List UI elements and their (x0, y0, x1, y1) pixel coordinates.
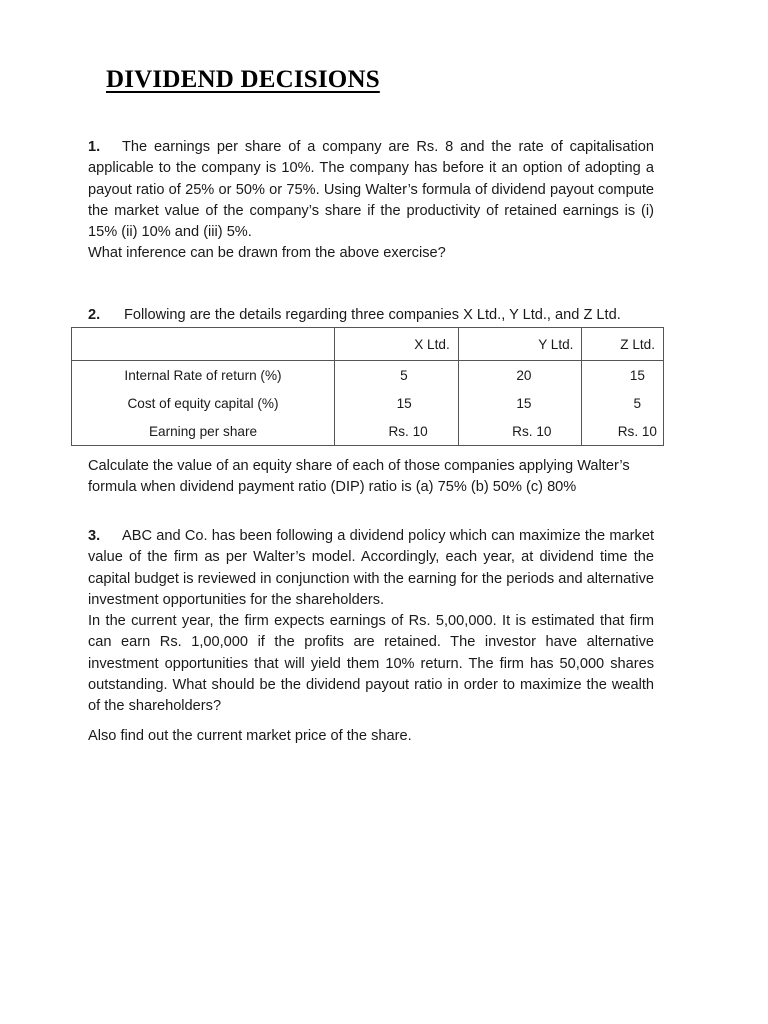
question-2-number: 2. (88, 307, 101, 323)
table-row-label: Cost of equity capital (%) (72, 389, 335, 417)
table-cell-x: 15 (335, 389, 459, 417)
page-title: DIVIDEND DECISIONS (106, 66, 380, 93)
question-1-number: 1. (88, 139, 101, 155)
table-row (72, 361, 664, 390)
question-2-task (88, 456, 656, 499)
table-header-x: X Ltd. (335, 328, 459, 361)
table-header-z: Z Ltd. (582, 328, 664, 361)
question-1 (88, 137, 654, 265)
table-row-label: Internal Rate of return (%) (72, 361, 335, 390)
table-cell-x: 5 (335, 361, 459, 390)
table-row (72, 417, 664, 446)
table-cell-y: 20 (458, 361, 582, 390)
company-details-table (71, 327, 664, 446)
question-2-task-text: Calculate the value of an equity share of each of those companies applying Walter’s formula when dividend payment ratio (DIP) ratio is (a) 75% (b) 50% (c) 80% (88, 458, 630, 496)
table-header-y: Y Ltd. (458, 328, 582, 361)
question-3 (88, 526, 654, 718)
table-header-blank (72, 328, 335, 361)
question-2-intro: 2. Following are the details regarding three companies X Ltd., Y Ltd., and Z Ltd. (88, 305, 621, 326)
table-cell-z: Rs. 10 (582, 417, 664, 446)
table-row (72, 389, 664, 417)
question-1-followup: What inference can be drawn from the above exercise? (88, 245, 446, 262)
table-cell-z: 5 (582, 389, 664, 417)
table-cell-y: 15 (458, 389, 582, 417)
table-row-label: Earning per share (72, 417, 335, 446)
table-cell-x: Rs. 10 (335, 417, 459, 446)
table-cell-z: 15 (582, 361, 664, 390)
question-3-para-3: Also find out the current market price of the share. (88, 728, 412, 744)
question-3-para-2: In the current year, the firm expects earnings of Rs. 5,00,000. It is estimated that firm can earn Rs. 1,00,000 if the profits are retained. The investor have alternative investment opportunities that will yield them 10% return. The firm has 50,000 shares outstanding. What should be the dividend payout ratio in order to maximize the wealth of the shareholders? (88, 613, 654, 715)
question-3-number: 3. (88, 528, 101, 544)
question-1-text: 1. The earnings per share of a company are Rs. 8 and the rate of capitalisation applicable to the company is 10%. The company has before it an option of adopting a payout ratio of 25% or 50% or 75%. Using Walter’s formula of dividend payout compute the market value of the company’s share if the productivity of retained earnings is (i) 15% (ii) 10% and (iii) 5%. (88, 139, 654, 241)
table-header-row (72, 328, 664, 361)
table-cell-y: Rs. 10 (458, 417, 582, 446)
question-3-para-1: 3. ABC and Co. has been following a dividend policy which can maximize the market value of the firm as per Walter’s model. Accordingly, each year, at dividend time the capital budget is reviewed in conjunction with the earning for the periods and alternative investment opportunities for the shareholders. (88, 528, 654, 608)
